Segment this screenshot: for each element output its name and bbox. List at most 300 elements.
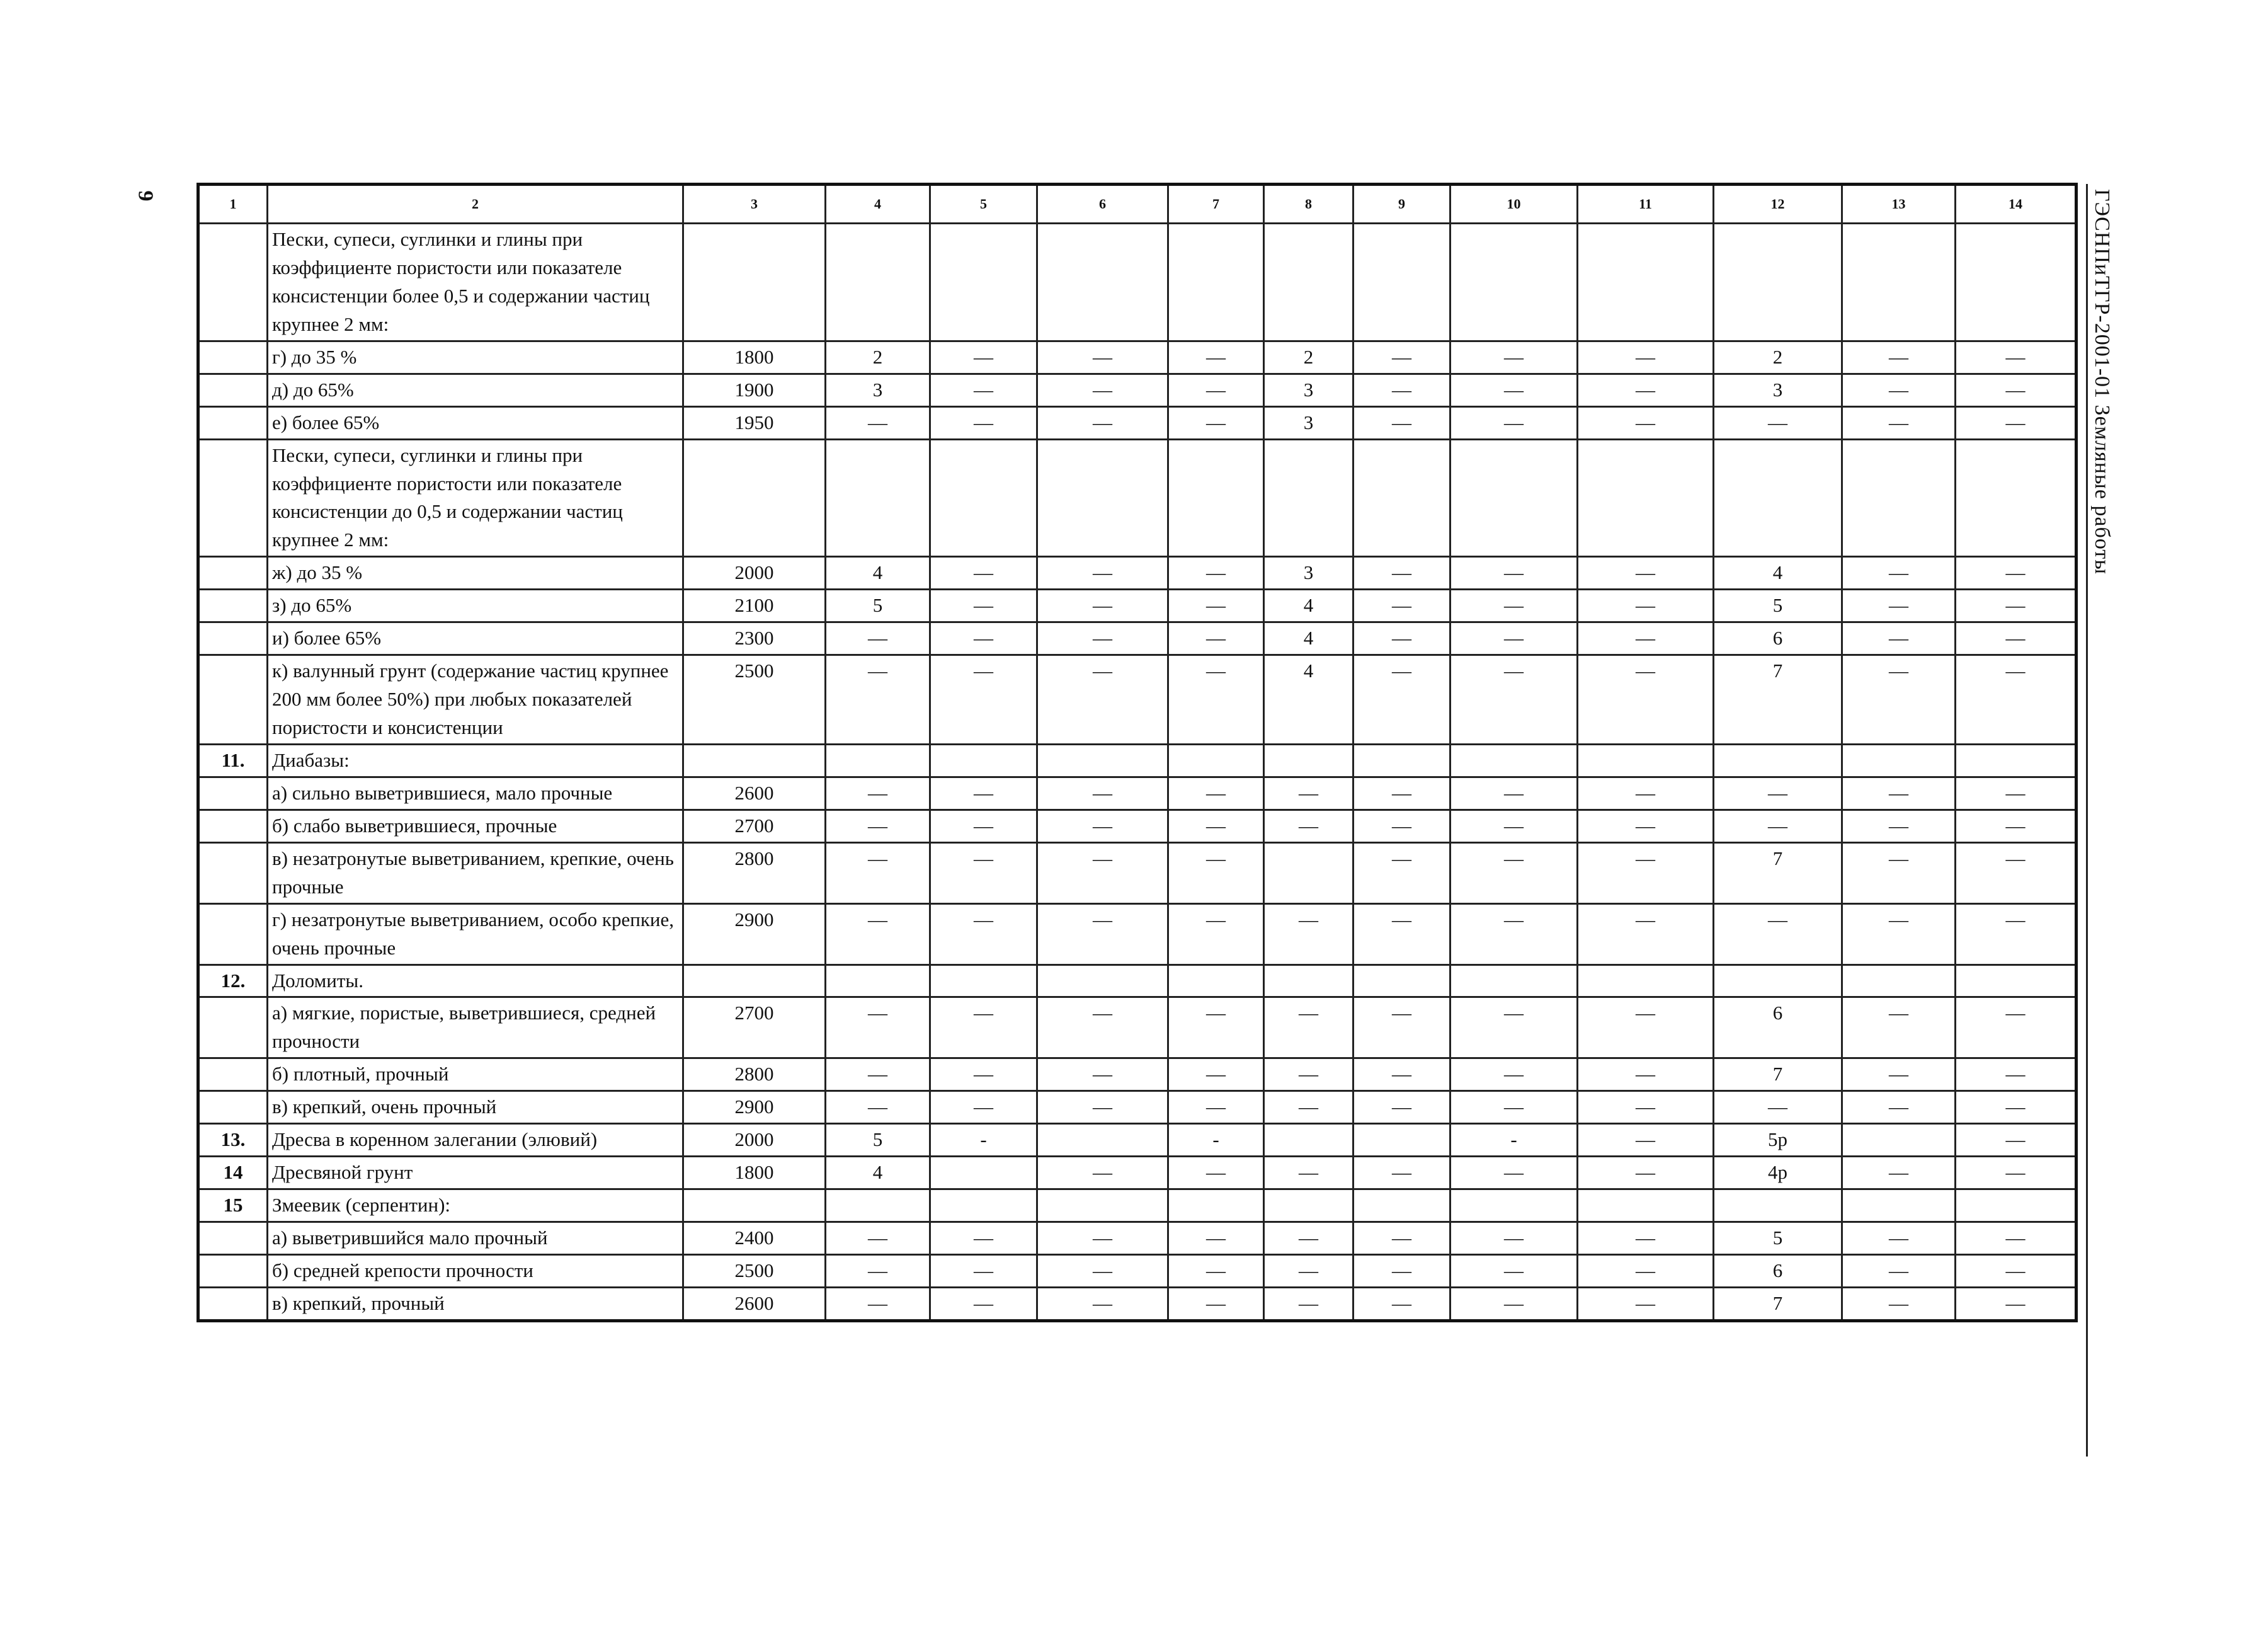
- table-row: [198, 622, 2077, 655]
- value-cell: —: [1578, 1091, 1714, 1124]
- density-cell: 2900: [683, 903, 826, 965]
- table-row: [198, 997, 2077, 1058]
- column-header: 14: [1956, 185, 2077, 224]
- value-cell: —: [1353, 1058, 1450, 1091]
- density-cell: 1800: [683, 341, 826, 374]
- value-cell: —: [1578, 1124, 1714, 1157]
- value-cell: [930, 224, 1037, 341]
- value-cell: —: [1168, 590, 1264, 622]
- value-cell: —: [826, 1222, 930, 1255]
- value-cell: —: [826, 622, 930, 655]
- value-cell: —: [930, 842, 1037, 903]
- description-cell: а) мягкие, пористые, выветрившиеся, средней прочности: [268, 997, 683, 1058]
- value-cell: —: [1450, 903, 1578, 965]
- value-cell: —: [1956, 590, 2077, 622]
- value-cell: 2: [1264, 341, 1353, 374]
- table-row: [198, 1091, 2077, 1124]
- value-cell: [1842, 439, 1956, 557]
- value-cell: —: [1353, 590, 1450, 622]
- value-cell: 3: [826, 374, 930, 406]
- density-cell: 1900: [683, 374, 826, 406]
- row-number-cell: [198, 655, 268, 745]
- value-cell: [1037, 439, 1168, 557]
- value-cell: —: [1842, 557, 1956, 590]
- value-cell: —: [826, 903, 930, 965]
- value-cell: —: [1037, 842, 1168, 903]
- value-cell: —: [1353, 810, 1450, 842]
- column-header: 9: [1353, 185, 1450, 224]
- value-cell: —: [1842, 374, 1956, 406]
- value-cell: —: [1450, 997, 1578, 1058]
- header-row: [198, 185, 2077, 224]
- row-number-cell: [198, 406, 268, 439]
- description-cell: Змеевик (серпентин):: [268, 1189, 683, 1222]
- description-cell: Пески, супеси, суглинки и глины при коэффициенте пористости или показателе консистенции более 0,5 и содержании частиц крупнее 2 мм:: [268, 224, 683, 341]
- table-row: [198, 1222, 2077, 1255]
- column-header: 10: [1450, 185, 1578, 224]
- value-cell: [930, 1189, 1037, 1222]
- value-cell: [1353, 965, 1450, 997]
- value-cell: —: [1956, 1254, 2077, 1287]
- value-cell: —: [1264, 1254, 1353, 1287]
- soil-classification-table: [197, 183, 2078, 1322]
- value-cell: [1264, 842, 1353, 903]
- value-cell: —: [1037, 903, 1168, 965]
- value-cell: 4: [826, 1157, 930, 1189]
- value-cell: -: [1450, 1124, 1578, 1157]
- value-cell: —: [1450, 1222, 1578, 1255]
- table-row: [198, 1157, 2077, 1189]
- table-row: [198, 1058, 2077, 1091]
- value-cell: [1353, 439, 1450, 557]
- value-cell: —: [1578, 997, 1714, 1058]
- description-cell: б) плотный, прочный: [268, 1058, 683, 1091]
- value-cell: —: [826, 1287, 930, 1320]
- row-number-cell: 15: [198, 1189, 268, 1222]
- value-cell: —: [1037, 1254, 1168, 1287]
- table-row: [198, 810, 2077, 842]
- density-cell: 2000: [683, 1124, 826, 1157]
- value-cell: —: [1842, 1157, 1956, 1189]
- value-cell: —: [1450, 1091, 1578, 1124]
- value-cell: [1264, 224, 1353, 341]
- description-cell: д) до 65%: [268, 374, 683, 406]
- description-cell: г) до 35 %: [268, 341, 683, 374]
- row-number-cell: [198, 1091, 268, 1124]
- value-cell: —: [930, 1254, 1037, 1287]
- value-cell: —: [1450, 655, 1578, 745]
- density-cell: [683, 965, 826, 997]
- description-cell: Дресва в коренном залегании (элювий): [268, 1124, 683, 1157]
- column-header: 4: [826, 185, 930, 224]
- row-number-cell: [198, 997, 268, 1058]
- value-cell: —: [1578, 842, 1714, 903]
- value-cell: —: [1353, 655, 1450, 745]
- value-cell: —: [1353, 997, 1450, 1058]
- value-cell: —: [1956, 997, 2077, 1058]
- description-cell: Дресвяной грунт: [268, 1157, 683, 1189]
- value-cell: 4: [1264, 655, 1353, 745]
- value-cell: —: [1714, 810, 1842, 842]
- row-number-cell: [198, 224, 268, 341]
- description-cell: к) валунный грунт (содержание частиц крупнее 200 мм более 50%) при любых показателей пористости и консистенции: [268, 655, 683, 745]
- value-cell: —: [1956, 1287, 2077, 1320]
- value-cell: —: [826, 406, 930, 439]
- description-cell: е) более 65%: [268, 406, 683, 439]
- value-cell: 3: [1714, 374, 1842, 406]
- row-number-cell: [198, 557, 268, 590]
- value-cell: [1264, 1124, 1353, 1157]
- value-cell: [930, 1157, 1037, 1189]
- value-cell: —: [930, 374, 1037, 406]
- value-cell: —: [1956, 655, 2077, 745]
- value-cell: —: [1956, 1058, 2077, 1091]
- column-header: 6: [1037, 185, 1168, 224]
- table-row: [198, 777, 2077, 810]
- value-cell: [1956, 224, 2077, 341]
- value-cell: —: [930, 1091, 1037, 1124]
- value-cell: 5: [1714, 590, 1842, 622]
- column-header: 2: [268, 185, 683, 224]
- description-cell: б) средней крепости прочности: [268, 1254, 683, 1287]
- table-row: [198, 406, 2077, 439]
- value-cell: 2: [826, 341, 930, 374]
- description-cell: б) слабо выветрившиеся, прочные: [268, 810, 683, 842]
- value-cell: —: [1450, 557, 1578, 590]
- value-cell: 4: [1264, 622, 1353, 655]
- value-cell: —: [1578, 557, 1714, 590]
- value-cell: [1353, 744, 1450, 777]
- value-cell: [1353, 1189, 1450, 1222]
- density-cell: [683, 744, 826, 777]
- value-cell: 6: [1714, 622, 1842, 655]
- value-cell: —: [1578, 903, 1714, 965]
- value-cell: [1714, 224, 1842, 341]
- density-cell: 2600: [683, 777, 826, 810]
- value-cell: —: [930, 1287, 1037, 1320]
- value-cell: [1714, 744, 1842, 777]
- value-cell: —: [1956, 406, 2077, 439]
- column-header: 3: [683, 185, 826, 224]
- value-cell: 4: [1714, 557, 1842, 590]
- column-header: 1: [198, 185, 268, 224]
- value-cell: —: [1450, 1254, 1578, 1287]
- description-cell: и) более 65%: [268, 622, 683, 655]
- density-cell: 2800: [683, 842, 826, 903]
- value-cell: [826, 439, 930, 557]
- value-cell: [1450, 1189, 1578, 1222]
- value-cell: [1842, 965, 1956, 997]
- value-cell: —: [1264, 777, 1353, 810]
- value-cell: [1578, 965, 1714, 997]
- row-number-cell: [198, 1254, 268, 1287]
- value-cell: —: [1956, 1091, 2077, 1124]
- value-cell: [1037, 1189, 1168, 1222]
- value-cell: —: [1168, 842, 1264, 903]
- value-cell: —: [1353, 557, 1450, 590]
- value-cell: —: [1037, 1091, 1168, 1124]
- value-cell: [930, 744, 1037, 777]
- value-cell: —: [1450, 1157, 1578, 1189]
- table-row: [198, 744, 2077, 777]
- row-number-cell: [198, 1222, 268, 1255]
- value-cell: —: [1450, 1058, 1578, 1091]
- row-number-cell: [198, 1058, 268, 1091]
- value-cell: [1578, 744, 1714, 777]
- density-cell: 2600: [683, 1287, 826, 1320]
- value-cell: 3: [1264, 406, 1353, 439]
- table-row: [198, 903, 2077, 965]
- value-cell: —: [930, 557, 1037, 590]
- value-cell: [1450, 965, 1578, 997]
- value-cell: -: [930, 1124, 1037, 1157]
- value-cell: —: [1353, 777, 1450, 810]
- value-cell: [1037, 744, 1168, 777]
- value-cell: —: [1168, 655, 1264, 745]
- density-cell: [683, 224, 826, 341]
- value-cell: [1168, 965, 1264, 997]
- value-cell: —: [1578, 1254, 1714, 1287]
- value-cell: —: [1842, 341, 1956, 374]
- density-cell: 2500: [683, 655, 826, 745]
- value-cell: [1168, 224, 1264, 341]
- value-cell: —: [826, 1058, 930, 1091]
- table-row: [198, 1287, 2077, 1320]
- value-cell: —: [1168, 1287, 1264, 1320]
- value-cell: 4р: [1714, 1157, 1842, 1189]
- value-cell: —: [1578, 374, 1714, 406]
- value-cell: —: [1956, 622, 2077, 655]
- value-cell: —: [1353, 374, 1450, 406]
- value-cell: —: [1168, 1254, 1264, 1287]
- value-cell: [1264, 439, 1353, 557]
- table-row: [198, 1124, 2077, 1157]
- value-cell: —: [1578, 622, 1714, 655]
- description-cell: а) сильно выветрившиеся, мало прочные: [268, 777, 683, 810]
- value-cell: —: [1168, 406, 1264, 439]
- description-cell: Диабазы:: [268, 744, 683, 777]
- column-header: 7: [1168, 185, 1264, 224]
- value-cell: —: [826, 997, 930, 1058]
- value-cell: —: [1578, 341, 1714, 374]
- value-cell: —: [826, 842, 930, 903]
- value-cell: 4: [1264, 590, 1353, 622]
- value-cell: —: [1842, 810, 1956, 842]
- value-cell: —: [1168, 1157, 1264, 1189]
- value-cell: 7: [1714, 655, 1842, 745]
- description-cell: Доломиты.: [268, 965, 683, 997]
- value-cell: —: [1168, 374, 1264, 406]
- value-cell: —: [1578, 406, 1714, 439]
- value-cell: —: [1037, 341, 1168, 374]
- value-cell: —: [930, 903, 1037, 965]
- value-cell: —: [1956, 1157, 2077, 1189]
- column-header: 12: [1714, 185, 1842, 224]
- value-cell: —: [1037, 1157, 1168, 1189]
- value-cell: —: [930, 1222, 1037, 1255]
- value-cell: [1353, 1124, 1450, 1157]
- value-cell: 3: [1264, 374, 1353, 406]
- table-row: [198, 1189, 2077, 1222]
- value-cell: —: [930, 341, 1037, 374]
- value-cell: —: [1037, 1058, 1168, 1091]
- value-cell: —: [930, 590, 1037, 622]
- value-cell: —: [1264, 997, 1353, 1058]
- value-cell: [1264, 744, 1353, 777]
- value-cell: —: [1578, 1058, 1714, 1091]
- table-row: [198, 557, 2077, 590]
- row-number-cell: [198, 374, 268, 406]
- density-cell: 2100: [683, 590, 826, 622]
- value-cell: —: [1353, 1157, 1450, 1189]
- value-cell: —: [1037, 1222, 1168, 1255]
- value-cell: [826, 965, 930, 997]
- row-number-cell: [198, 903, 268, 965]
- table-row: [198, 965, 2077, 997]
- value-cell: —: [1353, 1091, 1450, 1124]
- description-cell: в) крепкий, очень прочный: [268, 1091, 683, 1124]
- value-cell: [1842, 224, 1956, 341]
- row-number-cell: [198, 810, 268, 842]
- value-cell: —: [1578, 1157, 1714, 1189]
- value-cell: —: [1037, 810, 1168, 842]
- value-cell: —: [1168, 341, 1264, 374]
- value-cell: 6: [1714, 1254, 1842, 1287]
- description-cell: Пески, супеси, суглинки и глины при коэффициенте пористости или показателе консистенции до 0,5 и содержании частиц крупнее 2 мм:: [268, 439, 683, 557]
- value-cell: [1353, 224, 1450, 341]
- value-cell: —: [1264, 1287, 1353, 1320]
- value-cell: [1037, 1124, 1168, 1157]
- value-cell: —: [1450, 810, 1578, 842]
- value-cell: —: [1264, 1157, 1353, 1189]
- value-cell: —: [1956, 557, 2077, 590]
- value-cell: —: [1842, 903, 1956, 965]
- value-cell: [1450, 744, 1578, 777]
- value-cell: [1578, 1189, 1714, 1222]
- row-number-cell: [198, 1287, 268, 1320]
- value-cell: —: [1714, 406, 1842, 439]
- value-cell: [930, 439, 1037, 557]
- row-number-cell: [198, 622, 268, 655]
- value-cell: [1168, 744, 1264, 777]
- value-cell: —: [1264, 810, 1353, 842]
- value-cell: —: [1956, 1222, 2077, 1255]
- value-cell: [1168, 439, 1264, 557]
- row-number-cell: 12.: [198, 965, 268, 997]
- value-cell: [1578, 224, 1714, 341]
- value-cell: 5р: [1714, 1124, 1842, 1157]
- value-cell: —: [1450, 622, 1578, 655]
- value-cell: —: [1353, 622, 1450, 655]
- value-cell: —: [1578, 590, 1714, 622]
- table-row: [198, 374, 2077, 406]
- row-number-cell: [198, 341, 268, 374]
- value-cell: —: [1842, 622, 1956, 655]
- table-row: [198, 590, 2077, 622]
- value-cell: 6: [1714, 997, 1842, 1058]
- value-cell: —: [1168, 1091, 1264, 1124]
- value-cell: —: [1264, 903, 1353, 965]
- side-divider: [2086, 184, 2088, 1457]
- value-cell: —: [1168, 777, 1264, 810]
- value-cell: —: [1578, 777, 1714, 810]
- density-cell: 2500: [683, 1254, 826, 1287]
- description-cell: ж) до 35 %: [268, 557, 683, 590]
- value-cell: [1037, 965, 1168, 997]
- value-cell: —: [1842, 1287, 1956, 1320]
- value-cell: 2: [1714, 341, 1842, 374]
- value-cell: [1578, 439, 1714, 557]
- density-cell: 1950: [683, 406, 826, 439]
- value-cell: —: [1956, 1124, 2077, 1157]
- value-cell: —: [826, 810, 930, 842]
- value-cell: —: [1037, 997, 1168, 1058]
- value-cell: [1450, 224, 1578, 341]
- density-cell: [683, 1189, 826, 1222]
- value-cell: [1956, 965, 2077, 997]
- description-cell: в) крепкий, прочный: [268, 1287, 683, 1320]
- value-cell: [1842, 1189, 1956, 1222]
- value-cell: [1842, 1124, 1956, 1157]
- value-cell: 5: [1714, 1222, 1842, 1255]
- value-cell: —: [1168, 557, 1264, 590]
- value-cell: —: [1168, 1058, 1264, 1091]
- value-cell: —: [1450, 842, 1578, 903]
- density-cell: [683, 439, 826, 557]
- value-cell: —: [1168, 622, 1264, 655]
- column-header: 8: [1264, 185, 1353, 224]
- value-cell: —: [1956, 842, 2077, 903]
- value-cell: —: [1353, 903, 1450, 965]
- value-cell: —: [1353, 406, 1450, 439]
- table-row: [198, 655, 2077, 745]
- row-number-cell: [198, 777, 268, 810]
- density-cell: 2400: [683, 1222, 826, 1255]
- description-cell: з) до 65%: [268, 590, 683, 622]
- value-cell: [1264, 1189, 1353, 1222]
- value-cell: —: [1450, 777, 1578, 810]
- value-cell: —: [930, 810, 1037, 842]
- value-cell: —: [1353, 842, 1450, 903]
- value-cell: —: [826, 1091, 930, 1124]
- density-cell: 2700: [683, 997, 826, 1058]
- value-cell: [1956, 744, 2077, 777]
- value-cell: —: [1450, 590, 1578, 622]
- density-cell: 2700: [683, 810, 826, 842]
- value-cell: —: [826, 777, 930, 810]
- column-header: 5: [930, 185, 1037, 224]
- value-cell: —: [1578, 810, 1714, 842]
- value-cell: —: [930, 1058, 1037, 1091]
- value-cell: [1714, 439, 1842, 557]
- value-cell: —: [1264, 1058, 1353, 1091]
- value-cell: —: [1168, 903, 1264, 965]
- value-cell: —: [1842, 655, 1956, 745]
- table-row: [198, 439, 2077, 557]
- value-cell: [1714, 1189, 1842, 1222]
- value-cell: [1956, 439, 2077, 557]
- value-cell: —: [1037, 622, 1168, 655]
- value-cell: —: [1037, 777, 1168, 810]
- value-cell: —: [1956, 777, 2077, 810]
- value-cell: —: [1037, 406, 1168, 439]
- table-row: [198, 842, 2077, 903]
- value-cell: [1956, 1189, 2077, 1222]
- page-number: 9: [134, 190, 157, 202]
- value-cell: —: [1037, 655, 1168, 745]
- density-cell: 2900: [683, 1091, 826, 1124]
- column-header: 11: [1578, 185, 1714, 224]
